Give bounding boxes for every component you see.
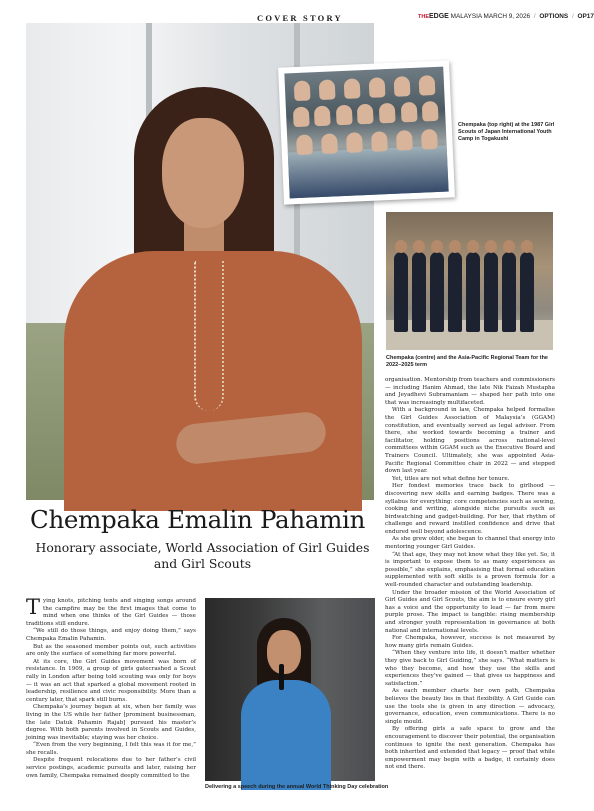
brand-country: MALAYSIA (450, 13, 482, 20)
profile-name: Chempaka Emalin Pahamin (30, 505, 366, 534)
article-paragraph: “We still do those things, and enjoy doing them,” says Chempaka Emalin Pahamin. (26, 628, 196, 642)
article-paragraph: “Even from the very beginning, I felt this was it for me,” she recalls. (26, 742, 196, 756)
article-paragraph: But as the seasoned member points out, such activities are only the surface of something far more powerful. (26, 643, 196, 658)
article-paragraph: As each member charts her own path, Chempaka believes the beauty lies in that flexibility. A Girl Guide can use the tools she is given in any direction — advocacy, governance, education, even communications. There is no single mould. (385, 688, 555, 725)
header-separator-2: / (571, 13, 574, 20)
article-paragraph: At its core, the Girl Guides movement was born of resistance. In 1909, a group of girls gatecrashed a Scout rally in London after being told scouting was only for boys — it was an act that sparked a global movement rooted in leadership, resilience and civic responsibility. More than a century later, that spark still burns. (26, 658, 196, 703)
vintage-photo-image (284, 67, 448, 199)
page-number: OP17 (577, 13, 594, 20)
article-paragraph: With a background in law, Chempaka helped formalise the Girl Guides Association of Malaysia’s (GGAM) constitution, and eventually served as legal adviser. From there, she worked towards becoming a trainer and facilitator, holding positions across national-level committees within GGAM such as the Executive Board and Trainers Council. Ultimately, she was appointed Asia-Pacific Regional Committee chair in 2022 — and stepped down last year. (385, 407, 555, 475)
vintage-group-photo (278, 60, 455, 204)
section-label: COVER STORY (257, 13, 343, 23)
vintage-photo-caption: Chempaka (top right) at the 1987 Girl Scouts of Japan International Youth Camp in Togakushi (458, 122, 555, 142)
photo-row (289, 75, 441, 104)
microphone-icon (279, 664, 284, 690)
brand-the: THE (418, 14, 429, 20)
article-paragraph: Her fondest memories trace back to girlhood — discovering new skills and earning badges. There was a syllabus for everything: core competencies such as sewing, cooking and writing, alongside niche pursuits such as birdwatching and gadget-building. For her, that rhythm of challenge and reward instilled confidence and drive that endured well beyond adolescence. (385, 483, 555, 535)
photo-row (290, 101, 442, 130)
issue-date: MARCH 9, 2026 (483, 13, 531, 20)
article-paragraph: Despite frequent relocations due to her father’s civil service postings, academic pursuits and later, raising her own family, Chempaka remained deeply committed to the (26, 757, 196, 779)
speech-photo-caption: Delivering a speech during the annual World Thinking Day celebration (205, 784, 389, 790)
article-paragraph: Yet, titles are not what define her tenure. (392, 475, 510, 482)
page-header-info (418, 13, 594, 20)
article-paragraph: As she grew older, she began to channel that energy into mentoring younger Girl Guides. (385, 536, 555, 551)
speech-photo (205, 598, 375, 781)
article-column-2 (385, 377, 555, 772)
portrait-face (162, 118, 244, 228)
speaker-shirt (241, 680, 331, 790)
team-photo (386, 212, 553, 350)
brand-edge: EDGE (429, 13, 449, 20)
article-paragraph: Tying knots, pitching tents and singing songs around the campfire may be the first images that come to mind when one thinks of the Girl Guides — those traditions still endure. (26, 595, 196, 627)
article-paragraph: organisation. Mentorship from teachers and commissioners — including Hanim Ahmad, the late Nik Faizah Mustapha and Jeyadhevi Subramaniam — shaped her path into one that was increasingly multifaceted. (385, 377, 555, 406)
portrait-necklace (194, 261, 224, 411)
article-paragraph: “When they venture into life, it doesn’t matter whether they give back to Girl Guiding,” she says. “What matters is who they become, and how they use the skills and experiences they’ve gained — that gives us happiness and satisfaction.” (385, 650, 555, 687)
article-paragraph: By offering girls a safe space to grow and the encouragement to discover their potential, the organisation continues to ignite the next generation. Chempaka has both inherited and extended that legacy — proof that while empowerment may begin with a badge, it certainly does not end there. (385, 726, 555, 771)
drop-cap: T (26, 595, 41, 619)
team-photo-caption: Chempaka (centre) and the Asia-Pacific Regional Team for the 2022–2025 term (386, 355, 548, 368)
article-paragraph: Under the broader mission of the World Association of Girl Guides and Girl Scouts, the aim is to ensure every girl has a voice and the opportunity to lead — far from mere purple prose. The impact is tangible: rising membership and stronger youth representation in governance at both national and international levels. (385, 589, 555, 634)
section-name: OPTIONS (539, 13, 569, 20)
speaker-face (267, 630, 301, 674)
header-separator: / (533, 13, 536, 20)
article-paragraph: For Chempaka, however, success is not measured by how many girls remain Guides. (385, 635, 555, 649)
article-paragraph: Chempaka’s journey began at six, when her family was living in the US while her father [prominent businessman, the late Datuk Pahamin Rajab] pursued his master’s degree. With both parents involved in Scouts and Guides, joining was inevitable; staying was her choice. (26, 704, 196, 741)
profile-role: Honorary associate, World Association of Girl Guides and Girl Scouts (35, 540, 370, 571)
article-paragraph: “At that age, they may not know what they like yet. So, it is important to expose them to as many experiences as possible,” she explains, emphasising that formal education supplemented with soft skills is a proven formula for a well-rounded character and outstanding leadership. (385, 551, 555, 589)
article-column-1 (26, 595, 196, 780)
